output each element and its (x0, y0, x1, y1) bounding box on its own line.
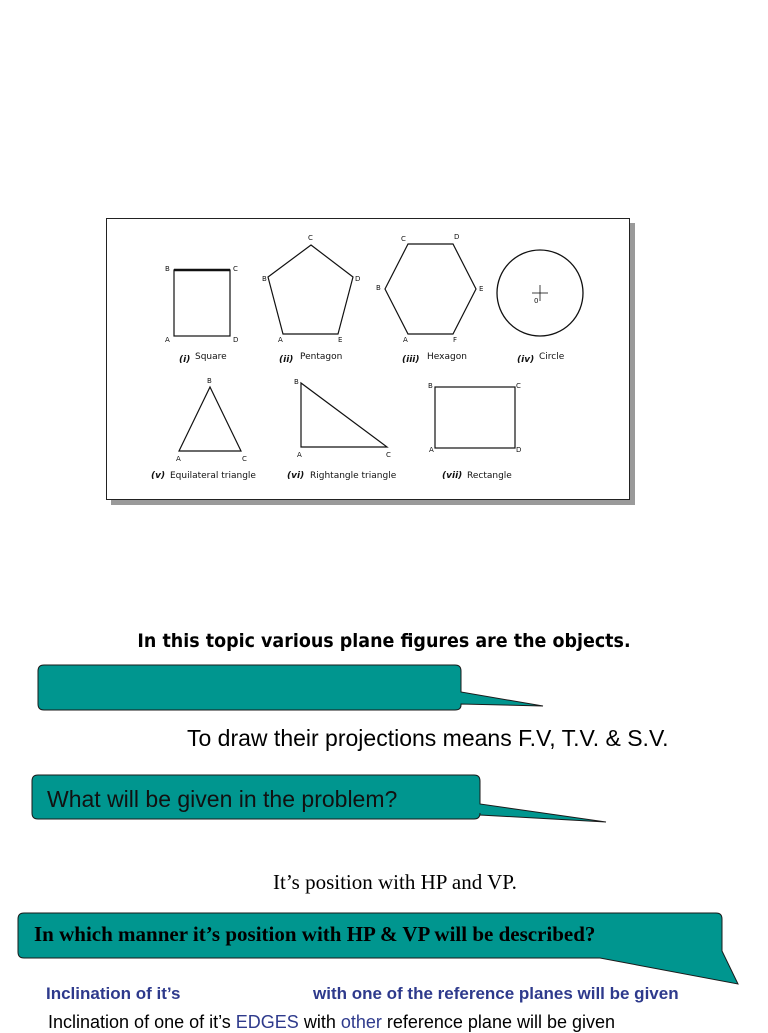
hexagon-label-a: A (403, 336, 408, 344)
hexagon-caption: Hexagon (427, 352, 467, 362)
square-label-c: C (233, 265, 238, 273)
inclination-line-part1: Inclination of it’s (46, 984, 181, 1003)
triangle-label-b: B (207, 377, 212, 385)
hexagon-label-d: D (454, 233, 460, 241)
position-line: It’s position with HP and VP. (273, 870, 517, 894)
edges-inclination-line (48, 1012, 615, 1033)
circle-caption-num: (iv) (517, 355, 535, 365)
right-triangle-label-a: A (297, 451, 302, 459)
rectangle-label-c: C (516, 382, 521, 390)
right-triangle-caption: Rightangle triangle (310, 471, 397, 481)
square-caption-num: (i) (179, 355, 191, 365)
topic-heading: In this topic various plane figures are the objects. (137, 630, 631, 652)
triangle-label-a: A (176, 455, 181, 463)
rectangle-caption: Rectangle (467, 471, 512, 481)
square-label-d: D (233, 336, 239, 344)
edges-word: EDGES (235, 1012, 299, 1032)
callout-1-shape (38, 665, 543, 710)
circle-label-o: 0 (534, 297, 539, 305)
pentagon-label-d: D (355, 275, 361, 283)
callout-3-text: In which manner it’s position with HP & VP will be described? (34, 922, 596, 946)
pentagon-label-c: C (308, 234, 313, 242)
square-caption: Square (195, 352, 227, 362)
callout-2-text: What will be given in the problem? (47, 786, 398, 812)
rectangle-label-d: D (516, 446, 522, 454)
edges-line-pre: Inclination of one of it’s (48, 1012, 236, 1032)
pentagon-caption: Pentagon (300, 352, 343, 362)
pentagon-label-a: A (278, 336, 283, 344)
pentagon-label-e: E (338, 336, 343, 344)
right-triangle-label-c: C (386, 451, 391, 459)
right-triangle-caption-num: (vi) (287, 471, 305, 481)
other-word: other (340, 1012, 382, 1032)
rectangle-label-a: A (429, 446, 434, 454)
triangle-caption-num: (v) (151, 471, 166, 481)
hexagon-label-f: F (453, 336, 458, 344)
circle-caption: Circle (539, 352, 565, 362)
rectangle-caption-num: (vii) (442, 471, 463, 481)
hexagon-caption-num: (iii) (402, 355, 420, 365)
pentagon-label-b: B (262, 275, 267, 283)
square-label-a: A (165, 336, 170, 344)
hexagon-label-b: B (376, 284, 381, 292)
triangle-caption: Equilateral triangle (170, 471, 256, 481)
hexagon-label-c: C (401, 235, 406, 243)
right-triangle-label-b: B (294, 378, 299, 386)
projections-line: To draw their projections means F.V, T.V. & S.V. (187, 725, 669, 751)
square-label-b: B (165, 265, 170, 273)
edges-line-mid: with (298, 1012, 341, 1032)
inclination-line-part2: with one of the reference planes will be given (313, 984, 679, 1003)
edges-line-post: reference plane will be given (381, 1012, 616, 1032)
triangle-label-c: C (242, 455, 247, 463)
rectangle-label-b: B (428, 382, 433, 390)
pentagon-caption-num: (ii) (279, 355, 294, 365)
hexagon-label-e: E (479, 285, 484, 293)
